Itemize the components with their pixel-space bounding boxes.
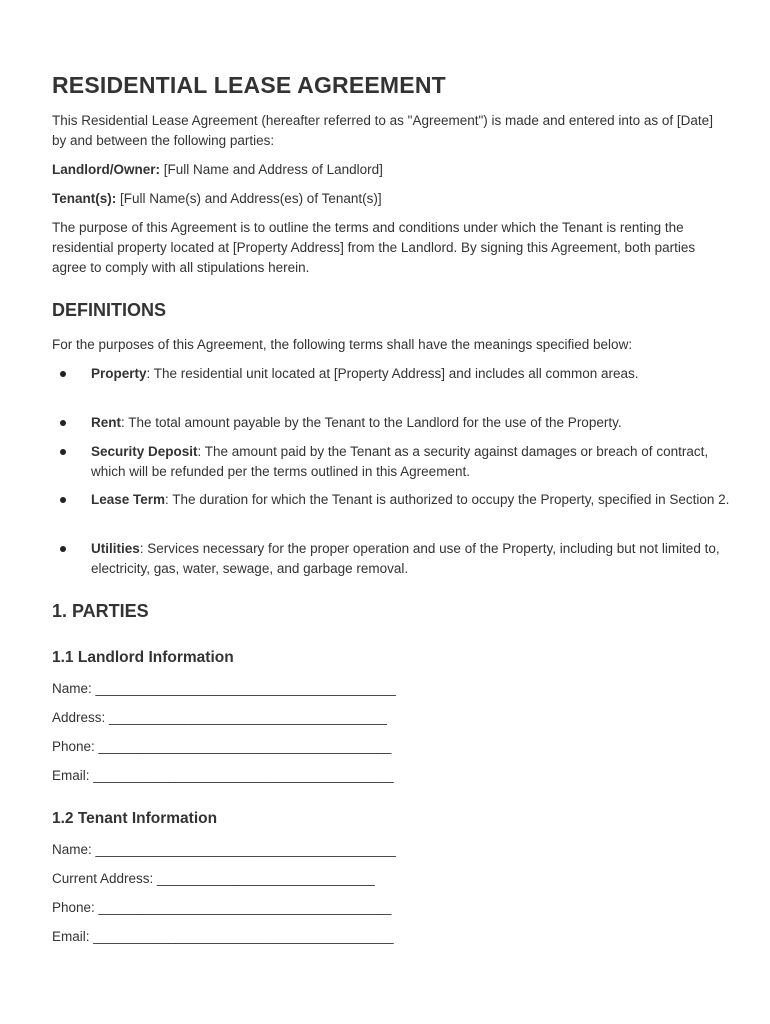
landlord-phone-field: Phone: _______________________________________ [52,739,392,754]
tenant-line [52,189,722,209]
definition-term: Lease Term [91,492,166,507]
tenant-label: Tenant(s): [52,191,117,206]
tenant-name-field: Name: ________________________________________ [52,842,396,857]
definition-term: Rent [91,415,121,430]
definitions-heading: DEFINITIONS [52,300,167,320]
landlord-info-heading: 1.1 Landlord Information [52,649,234,666]
purpose-paragraph: The purpose of this Agreement is to outline the terms and conditions under which the Tenant is renting the residential property located at [Property Address] from the Landlord. By signing this Agreement, both parties agree to comply with all stipulations herein. [52,220,696,275]
landlord-label: Landlord/Owner: [52,162,160,177]
tenant-email-field: Email: ________________________________________ [52,929,394,944]
landlord-line [52,160,722,180]
definition-text: : The amount paid by the Tenant as a security against damages or breach of contract, which will be refunded per the terms outlined in this Agreement. [91,444,709,479]
definition-text: : Services necessary for the proper operation and use of the Property, including but not limited to, electricity, gas, water, sewage, and garbage removal. [91,541,720,576]
parties-heading: 1. PARTIES [52,601,149,621]
tenant-current-address-field: Current Address: _____________________________ [52,871,375,886]
landlord-name-field: Name: ________________________________________ [52,681,396,696]
landlord-address-field: Address: _____________________________________ [52,710,387,725]
bullet-icon [60,497,66,503]
bullet-icon [60,449,66,455]
tenant-value: [Full Name(s) and Address(es) of Tenant(s)] [116,191,382,206]
definition-text: : The residential unit located at [Property Address] and includes all common areas. [146,366,639,381]
definition-term: Security Deposit [91,444,198,459]
bullet-icon [60,546,66,552]
tenant-info-heading: 1.2 Tenant Information [52,810,218,827]
definition-term: Property [91,366,147,381]
tenant-phone-field: Phone: _______________________________________ [52,900,392,915]
intro-paragraph: This Residential Lease Agreement (hereafter referred to as "Agreement") is made and entered into as of [Date] by and between the following parties: [52,113,713,148]
definition-text: : The duration for which the Tenant is authorized to occupy the Property, specified in Section 2. [165,492,730,507]
definitions-intro: For the purposes of this Agreement, the following terms shall have the meanings specified below: [52,337,633,352]
definition-text: : The total amount payable by the Tenant to the Landlord for the use of the Property. [121,415,622,430]
landlord-email-field: Email: ________________________________________ [52,768,394,783]
bullet-icon [60,420,66,426]
landlord-value: [Full Name and Address of Landlord] [160,162,383,177]
document-title: RESIDENTIAL LEASE AGREEMENT [52,72,446,98]
bullet-icon [60,371,66,377]
definition-term: Utilities [91,541,140,556]
